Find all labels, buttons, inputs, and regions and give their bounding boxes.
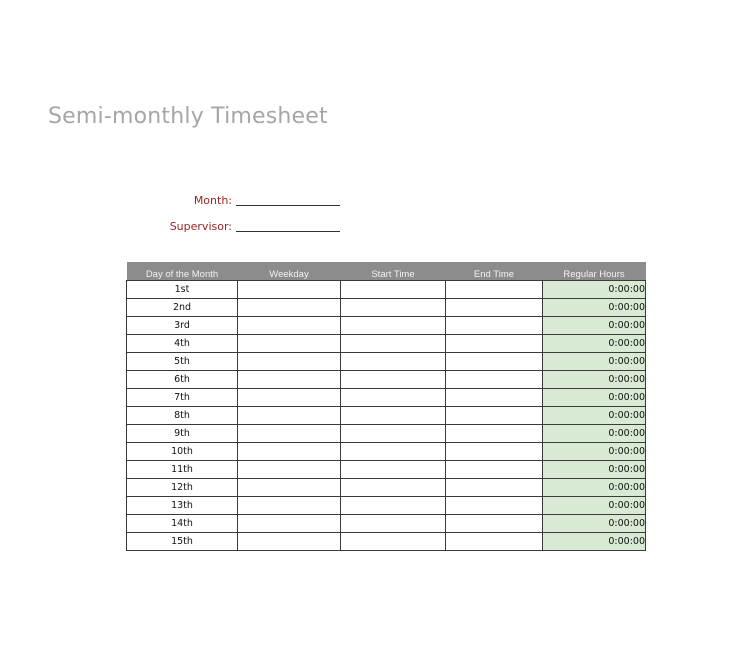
end-time-cell[interactable] bbox=[446, 317, 543, 335]
start-time-cell[interactable] bbox=[341, 425, 446, 443]
start-time-cell[interactable] bbox=[341, 389, 446, 407]
day-cell: 6th bbox=[127, 371, 238, 389]
end-time-cell[interactable] bbox=[446, 515, 543, 533]
end-time-cell[interactable] bbox=[446, 533, 543, 551]
table-row bbox=[127, 335, 646, 353]
weekday-cell[interactable] bbox=[238, 317, 341, 335]
regular-hours-cell: 0:00:00 bbox=[543, 299, 646, 317]
start-time-cell[interactable] bbox=[341, 353, 446, 371]
weekday-cell[interactable] bbox=[238, 533, 341, 551]
table-row bbox=[127, 479, 646, 497]
weekday-cell[interactable] bbox=[238, 371, 341, 389]
day-cell: 4th bbox=[127, 335, 238, 353]
end-time-cell[interactable] bbox=[446, 443, 543, 461]
table-row bbox=[127, 533, 646, 551]
weekday-cell[interactable] bbox=[238, 389, 341, 407]
header-weekday: Weekday bbox=[238, 262, 341, 281]
start-time-cell[interactable] bbox=[341, 497, 446, 515]
timesheet-body bbox=[127, 281, 646, 551]
header-start-time: Start Time bbox=[341, 262, 446, 281]
regular-hours-cell: 0:00:00 bbox=[543, 443, 646, 461]
end-time-cell[interactable] bbox=[446, 461, 543, 479]
start-time-cell[interactable] bbox=[341, 281, 446, 299]
start-time-cell[interactable] bbox=[341, 443, 446, 461]
table-row bbox=[127, 281, 646, 299]
weekday-cell[interactable] bbox=[238, 299, 341, 317]
regular-hours-cell: 0:00:00 bbox=[543, 497, 646, 515]
table-row bbox=[127, 461, 646, 479]
month-field-row bbox=[120, 194, 342, 210]
end-time-cell[interactable] bbox=[446, 389, 543, 407]
weekday-cell[interactable] bbox=[238, 425, 341, 443]
day-cell: 3rd bbox=[127, 317, 238, 335]
regular-hours-cell: 0:00:00 bbox=[543, 353, 646, 371]
weekday-cell[interactable] bbox=[238, 281, 341, 299]
day-cell: 8th bbox=[127, 407, 238, 425]
weekday-cell[interactable] bbox=[238, 515, 341, 533]
start-time-cell[interactable] bbox=[341, 515, 446, 533]
table-header-row bbox=[127, 262, 646, 281]
table-row bbox=[127, 497, 646, 515]
timesheet-table bbox=[126, 262, 646, 551]
start-time-cell[interactable] bbox=[341, 317, 446, 335]
regular-hours-cell: 0:00:00 bbox=[543, 335, 646, 353]
end-time-cell[interactable] bbox=[446, 479, 543, 497]
weekday-cell[interactable] bbox=[238, 461, 341, 479]
table-row bbox=[127, 443, 646, 461]
regular-hours-cell: 0:00:00 bbox=[543, 389, 646, 407]
table-row bbox=[127, 407, 646, 425]
start-time-cell[interactable] bbox=[341, 407, 446, 425]
end-time-cell[interactable] bbox=[446, 281, 543, 299]
start-time-cell[interactable] bbox=[341, 461, 446, 479]
month-label: Month: bbox=[193, 194, 232, 207]
header-end-time: End Time bbox=[446, 262, 543, 281]
weekday-cell[interactable] bbox=[238, 335, 341, 353]
end-time-cell[interactable] bbox=[446, 497, 543, 515]
regular-hours-cell: 0:00:00 bbox=[543, 461, 646, 479]
day-cell: 9th bbox=[127, 425, 238, 443]
regular-hours-cell: 0:00:00 bbox=[543, 281, 646, 299]
start-time-cell[interactable] bbox=[341, 479, 446, 497]
supervisor-underline bbox=[236, 231, 340, 232]
day-cell: 5th bbox=[127, 353, 238, 371]
weekday-cell[interactable] bbox=[238, 497, 341, 515]
weekday-cell[interactable] bbox=[238, 443, 341, 461]
month-underline bbox=[236, 205, 340, 206]
day-cell: 12th bbox=[127, 479, 238, 497]
table-row bbox=[127, 425, 646, 443]
end-time-cell[interactable] bbox=[446, 407, 543, 425]
weekday-cell[interactable] bbox=[238, 479, 341, 497]
day-cell: 2nd bbox=[127, 299, 238, 317]
table-row bbox=[127, 371, 646, 389]
day-cell: 7th bbox=[127, 389, 238, 407]
table-row bbox=[127, 515, 646, 533]
day-cell: 13th bbox=[127, 497, 238, 515]
day-cell: 14th bbox=[127, 515, 238, 533]
regular-hours-cell: 0:00:00 bbox=[543, 533, 646, 551]
start-time-cell[interactable] bbox=[341, 335, 446, 353]
day-cell: 10th bbox=[127, 443, 238, 461]
table-row bbox=[127, 353, 646, 371]
regular-hours-cell: 0:00:00 bbox=[543, 515, 646, 533]
end-time-cell[interactable] bbox=[446, 299, 543, 317]
table-row bbox=[127, 389, 646, 407]
end-time-cell[interactable] bbox=[446, 335, 543, 353]
start-time-cell[interactable] bbox=[341, 533, 446, 551]
header-day-of-month: Day of the Month bbox=[127, 262, 238, 281]
day-cell: 11th bbox=[127, 461, 238, 479]
regular-hours-cell: 0:00:00 bbox=[543, 425, 646, 443]
header-regular-hours: Regular Hours bbox=[543, 262, 646, 281]
document-title: Semi-monthly Timesheet bbox=[48, 104, 328, 129]
day-cell: 15th bbox=[127, 533, 238, 551]
weekday-cell[interactable] bbox=[238, 353, 341, 371]
start-time-cell[interactable] bbox=[341, 299, 446, 317]
end-time-cell[interactable] bbox=[446, 353, 543, 371]
regular-hours-cell: 0:00:00 bbox=[543, 479, 646, 497]
start-time-cell[interactable] bbox=[341, 371, 446, 389]
regular-hours-cell: 0:00:00 bbox=[543, 371, 646, 389]
regular-hours-cell: 0:00:00 bbox=[543, 317, 646, 335]
table-row bbox=[127, 317, 646, 335]
day-cell: 1st bbox=[127, 281, 238, 299]
regular-hours-cell: 0:00:00 bbox=[543, 407, 646, 425]
supervisor-label: Supervisor: bbox=[169, 220, 232, 233]
weekday-cell[interactable] bbox=[238, 407, 341, 425]
end-time-cell[interactable] bbox=[446, 425, 543, 443]
table-row bbox=[127, 299, 646, 317]
supervisor-field-row bbox=[120, 220, 342, 236]
end-time-cell[interactable] bbox=[446, 371, 543, 389]
